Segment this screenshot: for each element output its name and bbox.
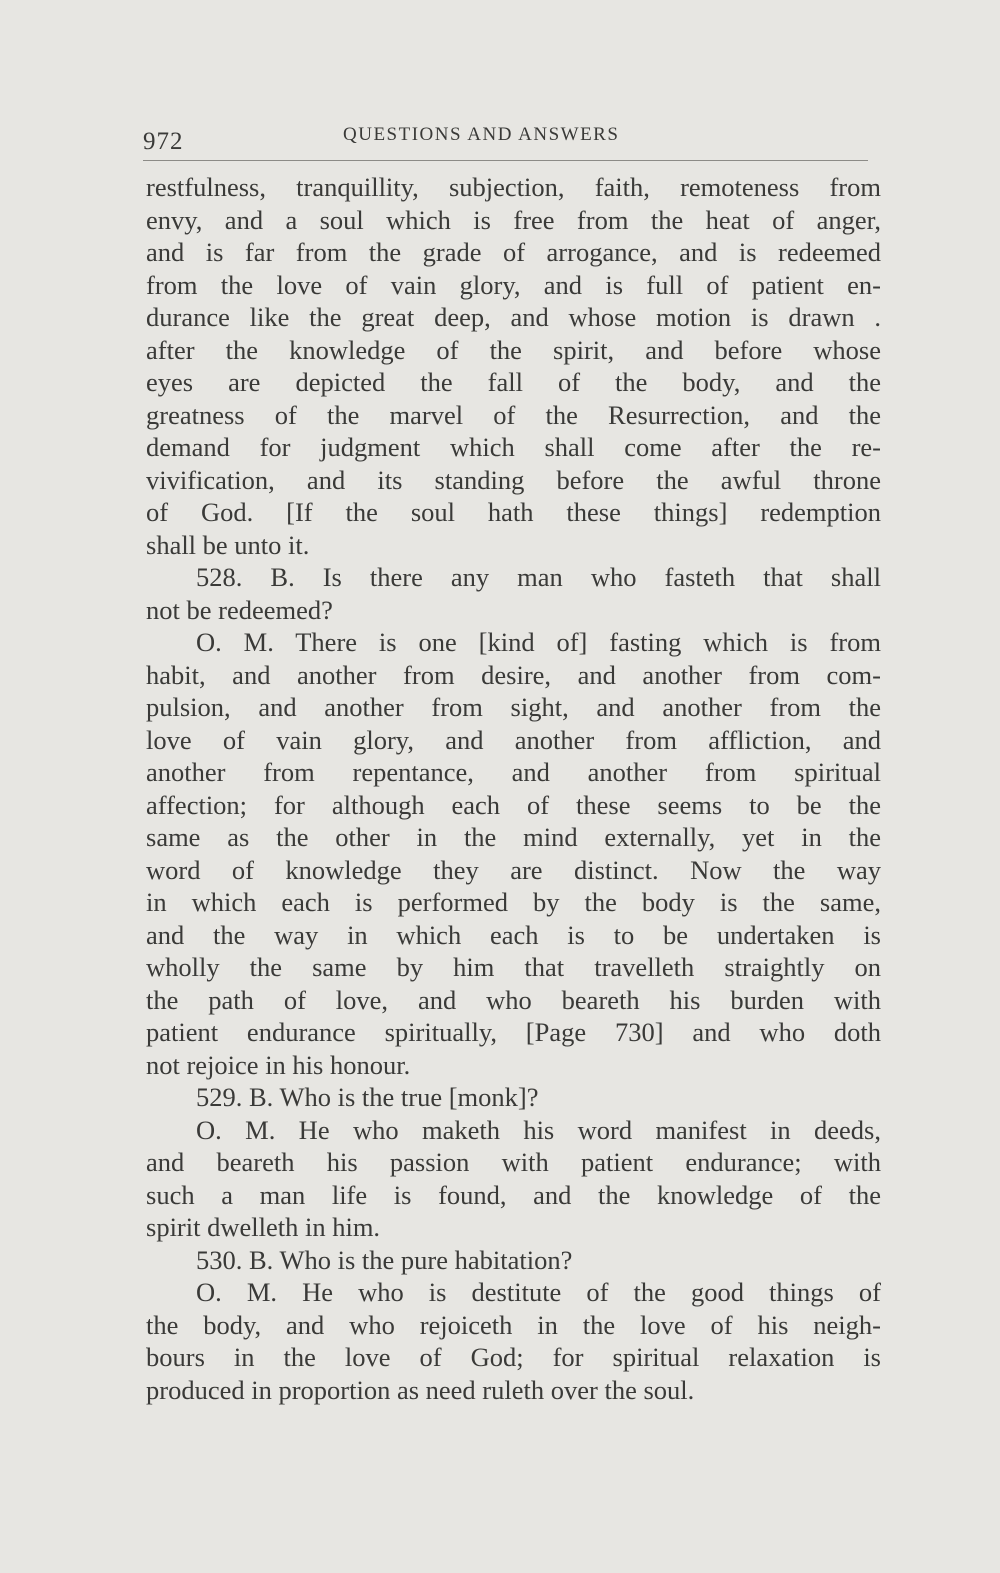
text-line: and beareth his passion with patient endurance; with [146,1147,881,1177]
text-line: patient endurance spiritually, [Page 730] and who doth [146,1017,881,1047]
text-line: in which each is performed by the body is the same, [146,887,881,917]
text-line: vivification, and its standing before the awful throne [146,464,881,495]
page-number: 972 [143,128,184,155]
question-529: 529. B. Who is the true [monk]? [196,1082,539,1112]
text-line: not rejoice in his honour. [146,1049,411,1080]
text-line: bours in the love of God; for spiritual relaxation is [146,1342,881,1372]
text-line: love of vain glory, and another from affliction, and [146,724,881,755]
text-line: envy, and a soul which is free from the heat of anger, [146,204,881,235]
text-line: the path of love, and who beareth his burden with [146,984,881,1015]
text-line: and is far from the grade of arrogance, and is redeemed [146,237,881,267]
answer-529: O. M. He who maketh his word manifest in deeds, [196,1114,881,1145]
text-line: not be redeemed? [146,594,333,625]
text-line: eyes are depicted the fall of the body, and the [146,367,881,397]
question-528: 528. B. Is there any man who fasteth that shall [196,562,881,592]
text-line: of God. [If the soul hath these things] redemption [146,497,881,527]
text-line: from the love of vain glory, and is full of patient en- [146,269,881,300]
text-line: pulsion, and another from sight, and another from the [146,692,881,722]
text-line: wholly the same by him that travelleth straightly on [146,952,881,982]
text-line: affection; for although each of these seems to be the [146,789,881,820]
text-line: shall be unto it. [146,529,310,560]
text-line: demand for judgment which shall come after the re- [146,432,881,462]
text-line: word of knowledge they are distinct. Now the way [146,854,881,885]
text-line: restfulness, tranquillity, subjection, faith, remoteness from [146,172,881,202]
text-line: the body, and who rejoiceth in the love of his neigh- [146,1309,881,1340]
answer-528: O. M. There is one [kind of] fasting which is from [196,627,881,657]
answer-530: O. M. He who is destitute of the good things of [196,1277,881,1307]
text-line: produced in proportion as need ruleth over the soul. [146,1374,695,1405]
body-text [146,171,881,1406]
text-line: habit, and another from desire, and another from com- [146,659,881,690]
text-line: and the way in which each is to be undertaken is [146,919,881,950]
text-line: spirit dwelleth in him. [146,1212,381,1242]
running-title: QUESTIONS AND ANSWERS [343,124,620,145]
running-head [143,118,868,161]
text-line: after the knowledge of the spirit, and before whose [146,334,881,365]
question-530: 530. B. Who is the pure habitation? [196,1244,573,1275]
text-line: greatness of the marvel of the Resurrection, and the [146,399,881,430]
text-line: such a man life is found, and the knowledge of the [146,1179,881,1210]
text-line: durance like the great deep, and whose motion is drawn . [146,302,881,332]
text-line: same as the other in the mind externally, yet in the [146,822,881,852]
text-line: another from repentance, and another from spiritual [146,757,881,787]
